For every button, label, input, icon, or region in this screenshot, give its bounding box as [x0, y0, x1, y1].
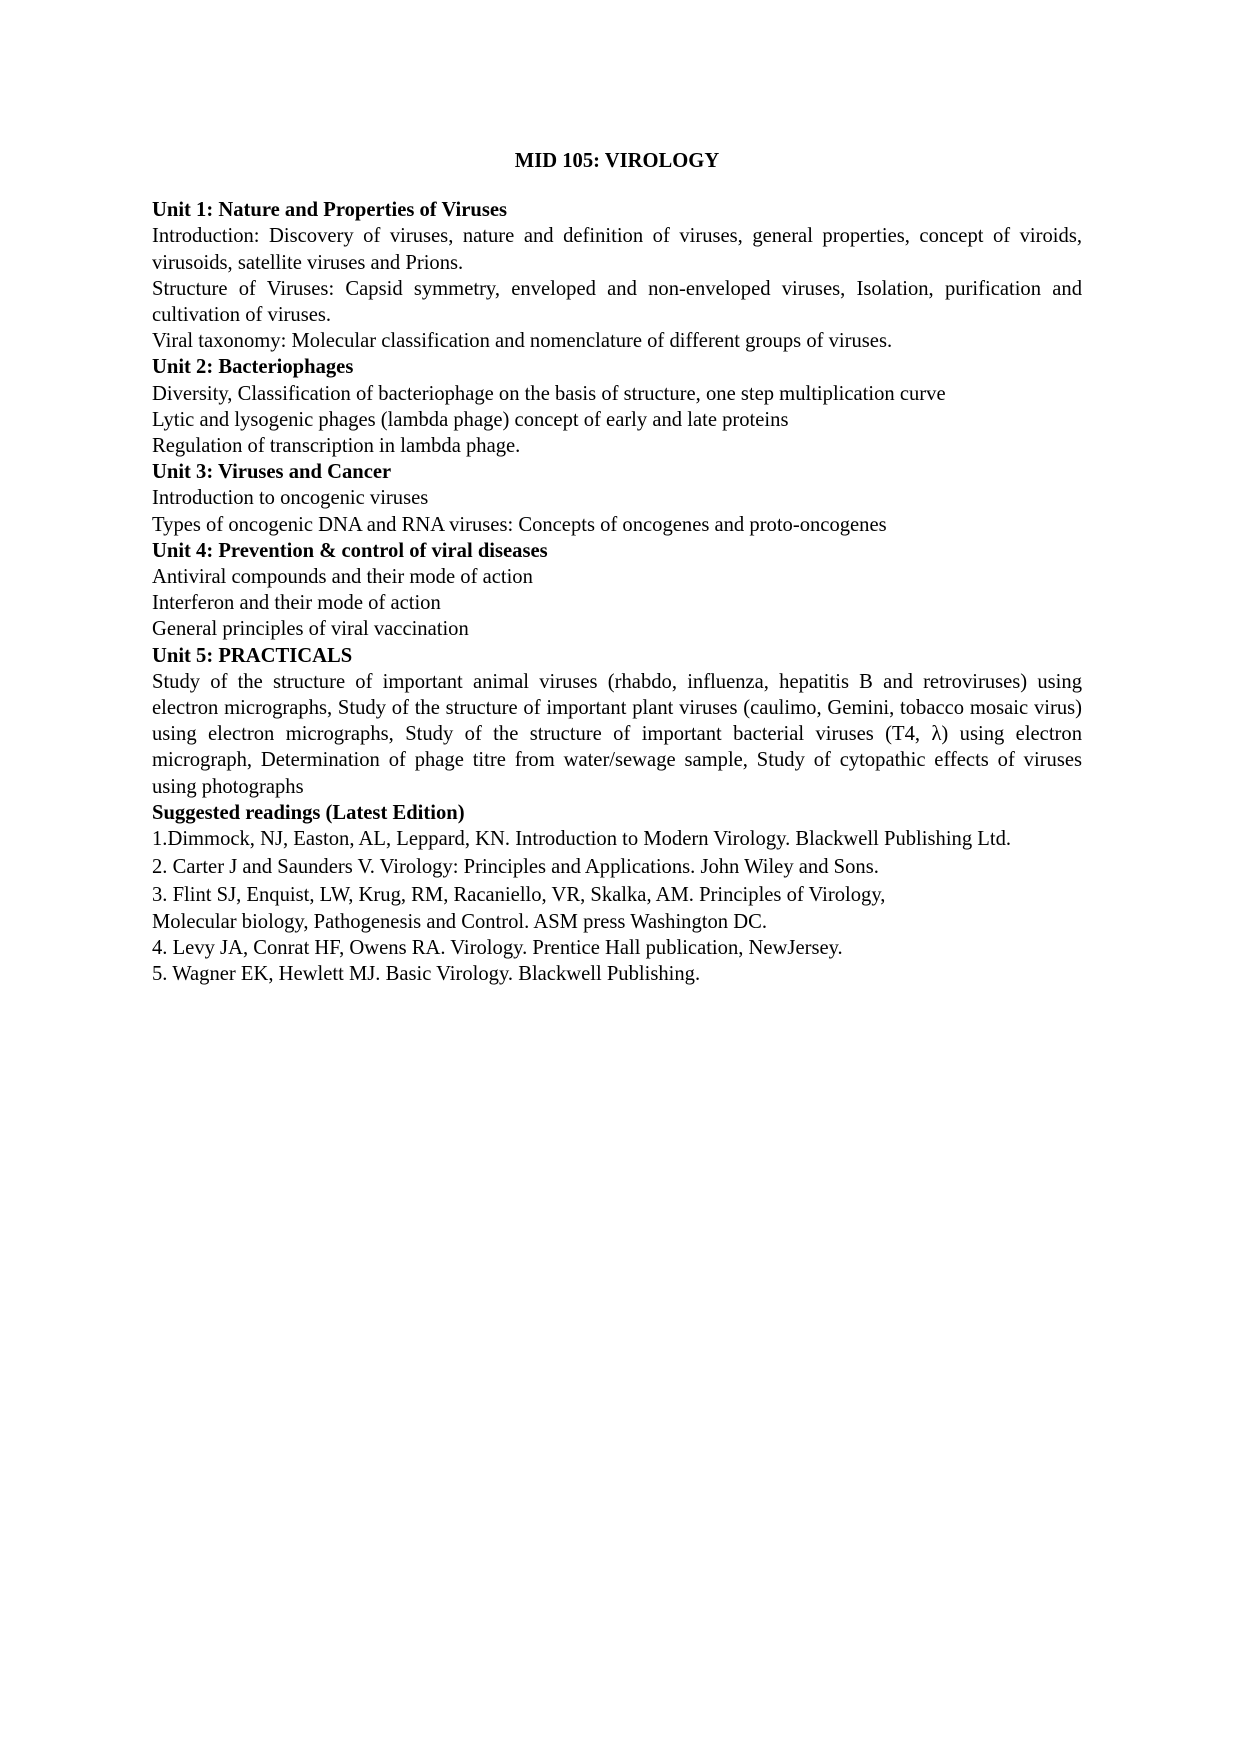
- document-page: [152, 148, 1082, 987]
- reading-item-2: 2. Carter J and Saunders V. Virology: Principles and Applications. John Wiley and Sons.: [152, 856, 879, 879]
- unit-3-section: [152, 459, 1082, 538]
- reading-item-1: 1.Dimmock, NJ, Easton, AL, Leppard, KN. Introduction to Modern Virology. Blackwell Publishing Ltd.: [152, 828, 1012, 851]
- unit-4-heading: Unit 4: Prevention & control of viral diseases: [152, 539, 548, 562]
- unit-1-paragraph-2: Structure of Viruses: Capsid symmetry, enveloped and non-enveloped viruses, Isolation, purification and cultivation of viruses.: [152, 277, 1082, 327]
- unit-3-paragraph-2: Types of oncogenic DNA and RNA viruses: Concepts of oncogenes and proto-oncogenes: [152, 513, 887, 536]
- unit-2-paragraph-1: Diversity, Classification of bacteriophage on the basis of structure, one step multiplication curve: [152, 382, 946, 405]
- unit-2-section: [152, 354, 1082, 459]
- unit-4-section: [152, 538, 1082, 643]
- unit-1-paragraph-3: Viral taxonomy: Molecular classification and nomenclature of different groups of viruses.: [152, 330, 893, 353]
- reading-item-4: 4. Levy JA, Conrat HF, Owens RA. Virology. Prentice Hall publication, NewJersey.: [152, 936, 843, 959]
- unit-3-paragraph-1: Introduction to oncogenic viruses: [152, 487, 429, 510]
- unit-4-paragraph-2: Interferon and their mode of action: [152, 592, 441, 615]
- unit-1-paragraph-1: Introduction: Discovery of viruses, nature and definition of viruses, general properties, concept of viroids, virusoids, satellite viruses and Prions.: [152, 225, 1082, 274]
- reading-item-5: 5. Wagner EK, Hewlett MJ. Basic Virology. Blackwell Publishing.: [152, 963, 701, 986]
- reading-item-3-continued: Molecular biology, Pathogenesis and Control. ASM press Washington DC.: [152, 910, 767, 933]
- unit-4-paragraph-3: General principles of viral vaccination: [152, 618, 469, 641]
- readings-heading: Suggested readings (Latest Edition): [152, 801, 465, 824]
- unit-3-heading: Unit 3: Viruses and Cancer: [152, 461, 392, 484]
- unit-2-heading: Unit 2: Bacteriophages: [152, 356, 354, 379]
- unit-1-section: [152, 197, 1082, 354]
- unit-4-paragraph-1: Antiviral compounds and their mode of action: [152, 566, 533, 589]
- unit-2-paragraph-2: Lytic and lysogenic phages (lambda phage) concept of early and late proteins: [152, 408, 789, 431]
- unit-5-paragraph-1: Study of the structure of important animal viruses (rhabdo, influenza, hepatitis B and retroviruses) using electron micrographs, Study of the structure of important plant viruses (caulimo, Gemini, tobacco mosaic virus) using electron micrographs, Study of the structure of important bacterial viruses (T4, λ) using electron micrograph, Determination of phage titre from water/sewage sample, Study of cytopathic effects of viruses using photographs: [152, 670, 1082, 798]
- reading-item-3: 3. Flint SJ, Enquist, LW, Krug, RM, Racaniello, VR, Skalka, AM. Principles of Virology,: [152, 884, 886, 907]
- unit-5-heading: Unit 5: PRACTICALS: [152, 644, 353, 667]
- unit-1-heading: Unit 1: Nature and Properties of Viruses: [152, 199, 508, 222]
- unit-5-section: [152, 643, 1082, 800]
- readings-section: [152, 800, 1082, 987]
- unit-2-paragraph-3: Regulation of transcription in lambda phage.: [152, 435, 521, 458]
- document-title: MID 105: VIROLOGY: [514, 150, 720, 172]
